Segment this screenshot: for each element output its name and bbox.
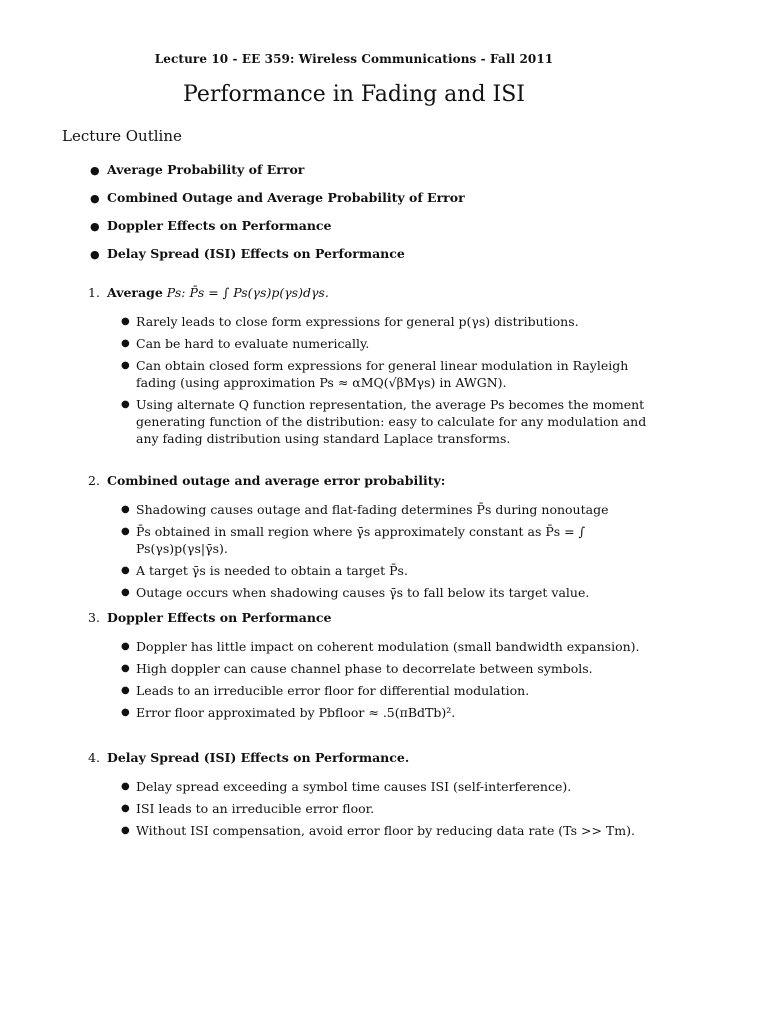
bullet-icon: ●: [121, 663, 130, 674]
list-item: ● Error floor approximated by Pbfloor ≈ .5(πBdTb)².: [121, 705, 456, 720]
list-item: ● Shadowing causes outage and flat-fading determines P̄s during nonoutage: [121, 502, 609, 517]
bullet-icon: ●: [90, 220, 100, 233]
outline-list: [90, 162, 650, 274]
outline-item: ● Doppler Effects on Performance: [90, 218, 332, 233]
bullet-icon: ●: [121, 316, 130, 327]
lecture-header: Lecture 10 - EE 359: Wireless Communications - Fall 2011: [154, 52, 554, 66]
list-item: ● High doppler can cause channel phase to decorrelate between symbols.: [121, 661, 593, 676]
bullet-icon: ●: [121, 338, 130, 349]
list-item: ● Leads to an irreducible error floor for differential modulation.: [121, 683, 530, 698]
list-item: ● P̄s obtained in small region where γ̄s approximately constant as P̄s = ∫ Ps(γs)p(γs|γ̄s).: [121, 524, 586, 556]
bullet-icon: ●: [121, 641, 130, 652]
section-title: 3. Doppler Effects on Performance: [88, 610, 332, 625]
list-item: ● Rarely leads to close form expressions for general p(γs) distributions.: [121, 314, 579, 329]
bullet-icon: ●: [121, 803, 130, 814]
bullet-icon: ●: [121, 781, 130, 792]
page-title: Performance in Fading and ISI: [183, 82, 525, 107]
outline-item: ● Delay Spread (ISI) Effects on Performance: [90, 246, 405, 261]
list-item: ● Using alternate Q function representation, the average Ps becomes the moment generating function of the distribution: easy to calculate for any modulation and any fading distribution using standard Laplace transforms.: [121, 397, 647, 446]
bullet-icon: ●: [90, 164, 100, 177]
list-item: ● Doppler has little impact on coherent modulation (small bandwidth expansion).: [121, 639, 640, 654]
section-4: [88, 750, 658, 838]
list-item: ● Can obtain closed form expressions for general linear modulation in Rayleigh fading (using approximation Ps ≈ αMQ(√βMγs) in AWGN).: [121, 358, 629, 390]
bullet-icon: ●: [121, 685, 130, 696]
bullet-icon: ●: [121, 825, 130, 836]
bullet-icon: ●: [121, 399, 130, 410]
bullet-icon: ●: [90, 248, 100, 261]
section-3: [88, 610, 658, 720]
bullet-icon: ●: [121, 587, 130, 598]
section-title: 1. Average Ps: P̄s = ∫ Ps(γs)p(γs)dγs.: [88, 285, 329, 300]
bullet-icon: ●: [90, 192, 100, 205]
bullet-icon: ●: [121, 565, 130, 576]
section-1: [88, 285, 658, 446]
list-item: ● A target γ̄s is needed to obtain a target P̄s.: [121, 563, 408, 578]
outline-item: ● Average Probability of Error: [90, 162, 305, 177]
bullet-list: [121, 778, 651, 839]
list-item: ● Delay spread exceeding a symbol time causes ISI (self-interference).: [121, 779, 572, 794]
bullet-icon: ●: [121, 360, 130, 371]
section-title-math: Ps: P̄s = ∫ Ps(γs)p(γs)dγs.: [166, 285, 329, 300]
bullet-icon: ●: [121, 707, 130, 718]
list-item: ● Can be hard to evaluate numerically.: [121, 336, 370, 351]
bullet-icon: ●: [121, 504, 130, 515]
bullet-list: [121, 638, 651, 721]
list-item: ● Without ISI compensation, avoid error floor by reducing data rate (Ts >> Tm).: [121, 823, 635, 838]
outline-heading: Lecture Outline: [62, 127, 182, 145]
outline-item: ● Combined Outage and Average Probability of Error: [90, 190, 465, 205]
section-2: [88, 473, 658, 600]
bullet-list: [121, 313, 651, 447]
list-item: ● ISI leads to an irreducible error floor.: [121, 801, 375, 816]
bullet-icon: ●: [121, 526, 130, 537]
section-title: 4. Delay Spread (ISI) Effects on Performance.: [88, 750, 410, 765]
list-item: ● Outage occurs when shadowing causes γ̄s to fall below its target value.: [121, 585, 590, 600]
section-title: 2. Combined outage and average error probability:: [88, 473, 446, 488]
bullet-list: [121, 501, 651, 601]
